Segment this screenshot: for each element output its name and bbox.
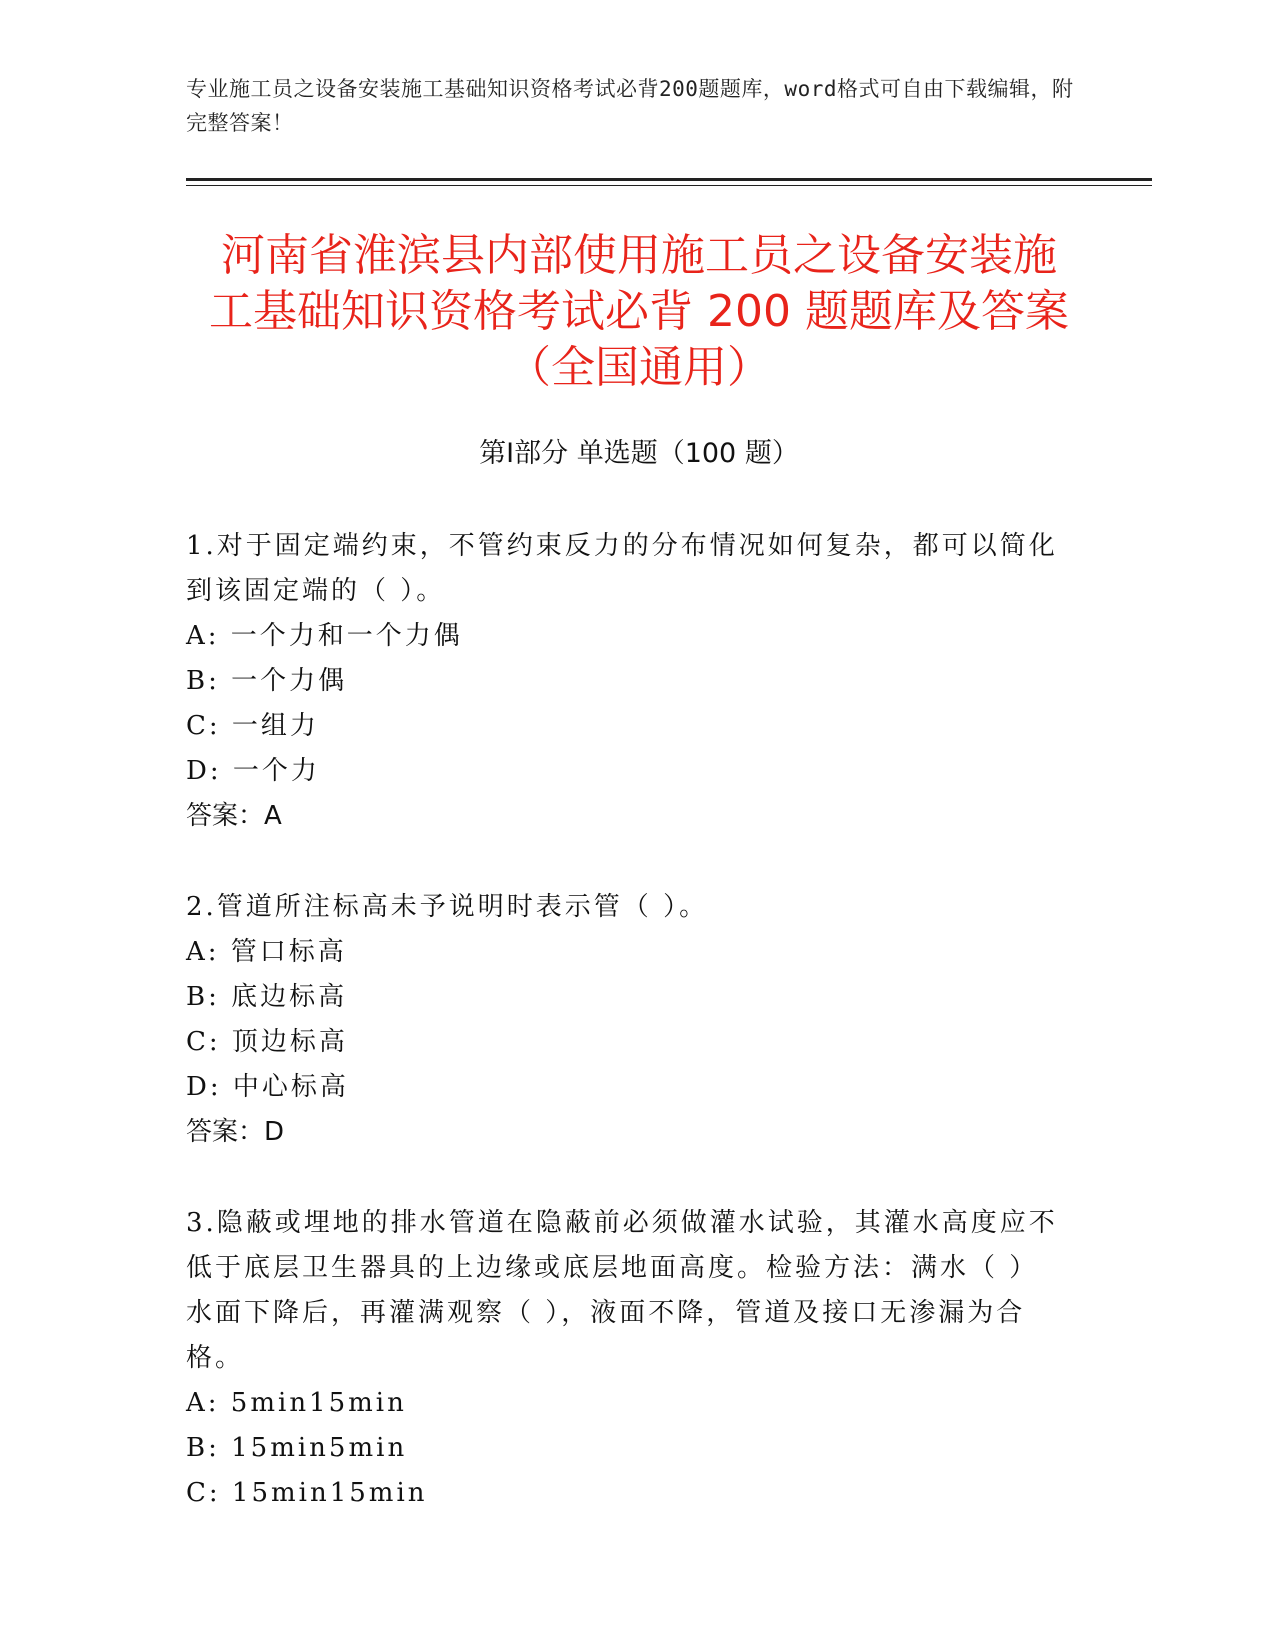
title-line: 工基础知识资格考试必背 200 题题库及答案 — [209, 286, 1069, 337]
option-a: A: 5min15min — [186, 1388, 407, 1418]
option-d: D: 一个力 — [186, 756, 320, 786]
document-title — [186, 228, 1092, 396]
option-c: C: 一组力 — [186, 711, 319, 741]
answer: 答案：D — [186, 1117, 285, 1147]
question-stem: 3.隐蔽或埋地的排水管道在隐蔽前必须做灌水试验，其灌水高度应不低于底层卫生器具的上边缘或底层地面高度。检验方法：满水（ ）水面下降后，再灌满观察（ ），液面不降，管道及接口无渗漏为合格。 — [186, 1208, 1058, 1373]
option-a: A: 一个力和一个力偶 — [186, 621, 463, 651]
header-divider-thick — [186, 178, 1152, 181]
header-note: 专业施工员之设备安装施工基础知识资格考试必背200题题库，word格式可自由下载编辑，附完整答案！ — [186, 77, 1074, 135]
header-divider-thin — [186, 185, 1152, 186]
option-b: B: 一个力偶 — [186, 666, 348, 696]
answer: 答案：A — [186, 801, 282, 831]
option-c: C: 15min15min — [186, 1478, 428, 1508]
title-line: 河南省淮滨县内部使用施工员之设备安装施 — [221, 230, 1057, 281]
option-a: A: 管口标高 — [186, 937, 347, 967]
option-c: C: 顶边标高 — [186, 1027, 348, 1057]
title-line: （全国通用） — [507, 342, 771, 393]
question-stem: 2.管道所注标高未予说明时表示管（ ）。 — [186, 892, 709, 922]
question-list — [186, 524, 1066, 1562]
question-2 — [186, 885, 1066, 1155]
question-3 — [186, 1201, 1066, 1516]
section-title: 第Ⅰ部分 单选题（100 题） — [479, 438, 799, 469]
option-b: B: 底边标高 — [186, 982, 348, 1012]
option-b: B: 15min5min — [186, 1433, 408, 1463]
question-1 — [186, 524, 1066, 839]
option-d: D: 中心标高 — [186, 1072, 349, 1102]
question-stem: 1.对于固定端约束，不管约束反力的分布情况如何复杂，都可以简化到该固定端的（ ）。 — [186, 531, 1058, 606]
